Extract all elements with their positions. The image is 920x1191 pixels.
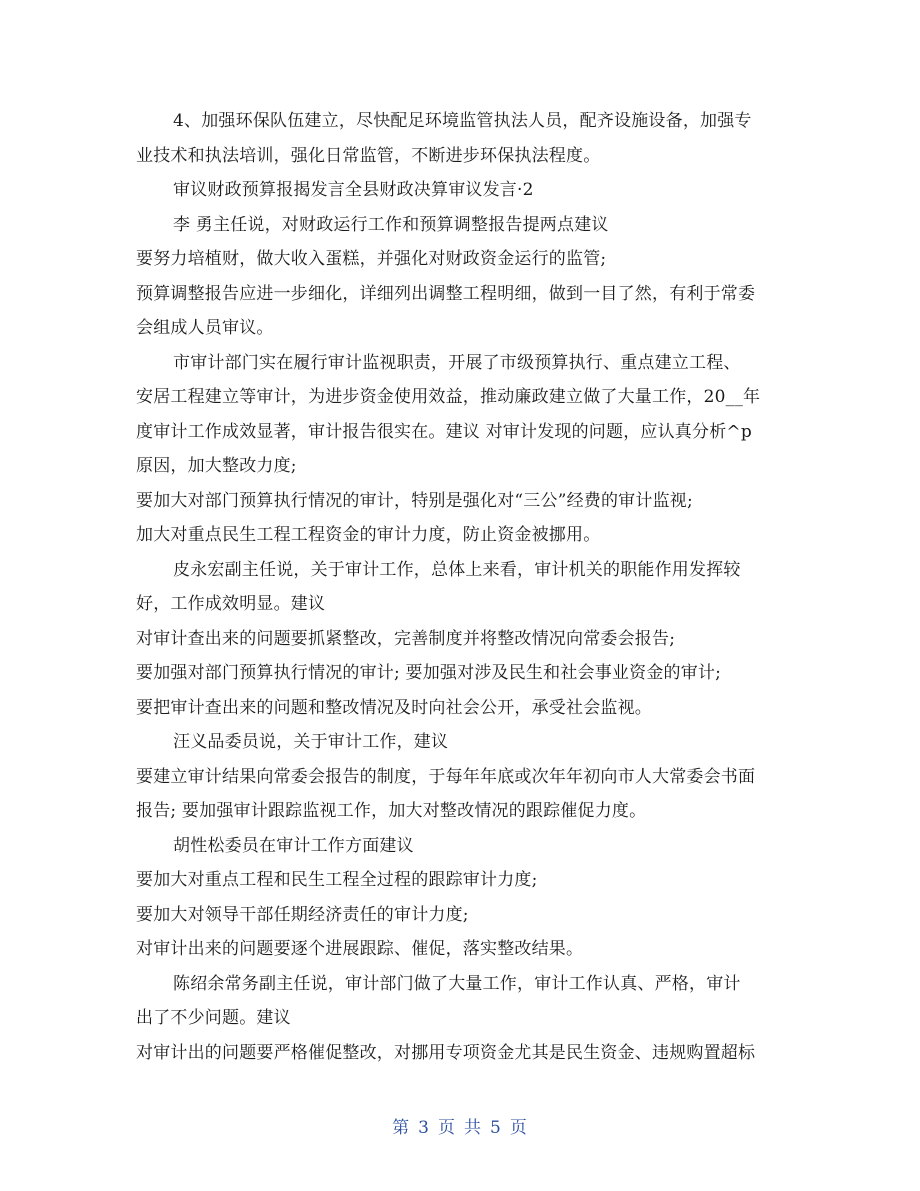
page-footer	[0, 1113, 920, 1138]
text-line: 好，工作成效明显。建议	[136, 594, 326, 614]
text-line: 要加大对部门预算执行情况的审计，特别是强化对“三公”经费的审计监视;	[136, 490, 693, 511]
text-line: 安居工程建立等审计，为进步资金使用效益，推动廉政建立做了大量工作，20__年	[136, 387, 761, 407]
text-line: 要努力培植财，做大收入蛋糕，并强化对财政资金运行的监管;	[136, 249, 607, 269]
text-line: 对审计查出来的问题要抓紧整改，完善制度并将整改情况向常委会报告;	[136, 628, 676, 649]
text-line: 会组成人员审议。	[136, 318, 274, 338]
page-label: 第	[392, 1118, 411, 1138]
text-line: 陈绍余常务副主任说，审计部门做了大量工作，审计工作认真、严格，审计	[173, 973, 741, 994]
text-line: 李 勇主任说，对财政运行工作和预算调整报告提两点建议	[173, 214, 609, 235]
text-line: 原因，加大整改力度;	[136, 456, 297, 476]
text-line: 要建立审计结果向常委会报告的制度，于每年年底或次年年初向市人大常委会书面	[136, 766, 756, 787]
text-line: 要把审计查出来的问题和整改情况及时向社会公开，承受社会监视。	[136, 697, 652, 718]
page-unit: 页	[438, 1118, 456, 1138]
text-line: 对审计出的问题要严格催促整改，对挪用专项资金尤其是民生资金、违规购置超标	[136, 1042, 756, 1063]
text-line: 度审计工作成效显著，审计报告很实在。建议 对审计发现的问题，应认真分析^p	[136, 421, 752, 442]
text-line: 业技术和执法培训，强化日常监管，不断进步环保执法程度。	[136, 145, 601, 166]
page-number: 3	[418, 1118, 430, 1138]
document-body	[136, 104, 788, 1070]
text-line: 审议财政预算报揭发言全县财政决算审议发言·2	[173, 180, 534, 200]
text-line: 要加大对领导干部任期经济责任的审计力度;	[136, 904, 469, 925]
total-unit: 页	[509, 1118, 528, 1138]
text-line: 要加强对部门预算执行情况的审计; 要加强对涉及民生和社会事业资金的审计;	[136, 663, 722, 683]
text-line: 预算调整报告应进一步细化，详细列出调整工程明细，做到一目了然，有利于常委	[136, 283, 756, 304]
text-line: 4、加强环保队伍建立，尽快配足环境监管执法人员，配齐设施设备，加强专	[173, 111, 752, 131]
text-line: 对审计出来的问题要逐个进展跟踪、催促，落实整改结果。	[136, 939, 584, 959]
text-line: 汪义品委员说，关于审计工作，建议	[173, 732, 449, 752]
total-label: 共	[464, 1118, 482, 1138]
text-line: 市审计部门实在履行审计监视职责，开展了市级预算执行、重点建立工程、	[173, 352, 741, 373]
text-line: 加大对重点民生工程工程资金的审计力度，防止资金被挪用。	[136, 525, 601, 545]
text-line: 皮永宏副主任说，关于审计工作，总体上来看，审计机关的职能作用发挥较	[173, 559, 741, 580]
text-line: 报告; 要加强审计跟踪监视工作，加大对整改情况的跟踪催促力度。	[136, 801, 647, 821]
text-line: 胡性松委员在审计工作方面建议	[173, 835, 414, 856]
text-line: 出了不少问题。建议	[136, 1008, 291, 1028]
text-line: 要加大对重点工程和民生工程全过程的跟踪审计力度;	[136, 870, 538, 890]
total-pages: 5	[490, 1118, 502, 1138]
